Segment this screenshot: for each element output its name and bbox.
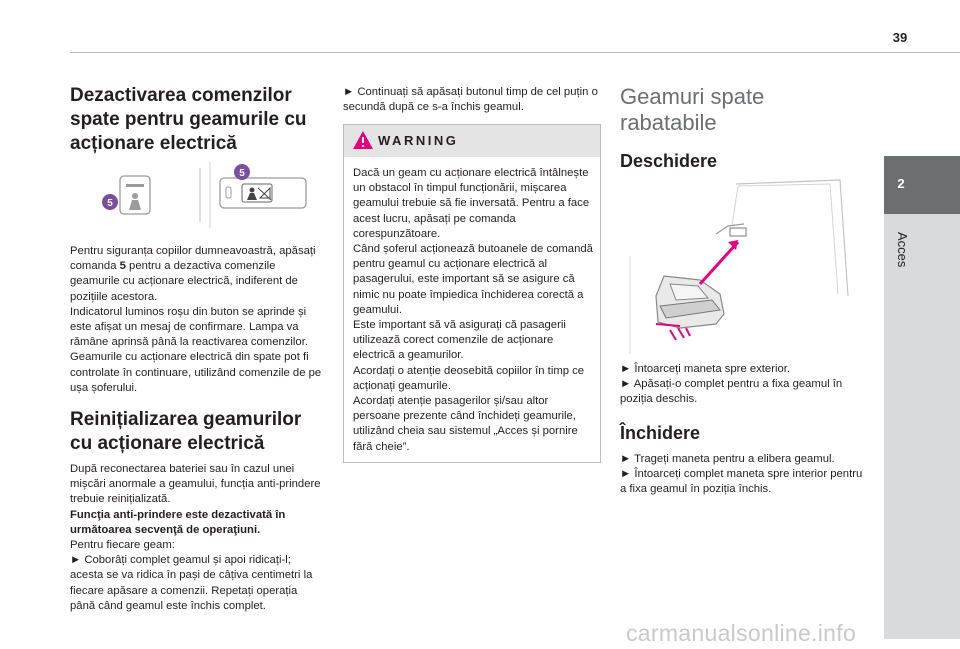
paragraph-antipinch-note: Funcţia anti-prindere este dezactivată în următoarea secvenţă de operaţiuni.: [70, 508, 286, 536]
callout-5-left: 5: [107, 198, 113, 209]
rear-window-lock-illustration: [70, 162, 324, 232]
warning-title: WARNING: [378, 133, 459, 148]
warning-header: [344, 125, 600, 157]
paragraph-indicator: Indicatorul luminos roșu din buton se aprinde și este afișat un mesaj de confirmare. Lampa va rămâne aprinsă până la reactivarea comenzilor.: [70, 305, 308, 349]
bullet-pull-lever: ► Trageți maneta pentru a elibera geamul.: [620, 452, 835, 465]
window-latch-illustration-wrap: [620, 176, 866, 356]
section-tab-number: 2: [897, 176, 905, 191]
section-tab-strip: [884, 214, 960, 639]
paragraph-driver-controls: Geamurile cu acționare electrică din spate pot fi controlate în continuare, utilizând comenzile de pe ușa șoferului.: [70, 351, 322, 394]
heading-hinged-windows: Geamuri spate rabatabile: [620, 84, 765, 135]
column-2: [343, 85, 601, 115]
column-3: [620, 84, 866, 497]
paragraph-reinit-intro: După reconectarea bateriei sau în cazul unei mișcări anormale a geamului, funcția anti-prindere trebuie reinițializată.: [70, 463, 321, 506]
bullet-turn-inward: ► Întoarceți complet maneta spre interior pentru a fixa geamul în poziția închis.: [620, 467, 863, 496]
header-rule: [70, 52, 960, 53]
window-latch-illustration: [620, 176, 866, 356]
bullet-press-fully: ► Apăsați-o complet pentru a fixa geamul în poziția deschis.: [620, 378, 843, 406]
heading-reinitialization: Reinițializarea geamurilor cu acționare electrică: [70, 409, 302, 455]
footer-watermark: carmanualsonline.info: [626, 620, 857, 646]
warning-box: [343, 124, 601, 463]
section-tab-label: Acces: [895, 232, 910, 268]
heading-deactivation: Dezactivarea comenzilor spate pentru geamurile cu acționare electrică: [70, 85, 307, 154]
heading-closing: Închidere: [620, 422, 701, 443]
warning-triangle-icon: [352, 130, 374, 150]
heading-opening: Deschidere: [620, 151, 718, 171]
control-illustration: [70, 162, 324, 232]
page-number: 39: [892, 30, 908, 45]
bullet-turn-outward: ► Întoarceți maneta spre exterior.: [620, 363, 791, 375]
bullet-lower-raise: ► Coborâți complet geamul și apoi ridicați-l; acesta se va ridica în pași de câțiva centimetri la fiecare apăsare a comenzii. Repetați operația până când geamul este închis complet.: [70, 554, 313, 612]
paragraph-safety: Pentru siguranța copiilor dumneavoastră, apăsați comanda 5 pentru a dezactiva comenzile geamurile cu acționare electrică, indiferent de pozițiile acestora.: [70, 245, 316, 303]
callout-5-right: 5: [239, 168, 245, 179]
column-1: [70, 84, 324, 614]
paragraph-each-window: Pentru fiecare geam:: [70, 539, 175, 552]
warning-text: Dacă un geam cu acționare electrică întâlnește un obstacol în timpul funcționării, mișcarea geamului trebuie să fie inversată. Pentru a face acest lucru, apăsați pe comanda corespunzătoare. Când șoferul acționează butoanele de comandă pentru geamul cu acționare electrică al pasagerului, este important să se asigure că nimic nu poate împiedica închiderea corectă a geamului. Este important să vă asigurați că pasagerii utilizează corect comenzile de acționare electrică a geamurilor. Acordați o atenție deosebită copiilor în timp ce acționați geamurile. Acordați atenție pasagerilor și/sau altor persoane prezente când închideți geamurile, utilizând cheia sau sistemul „Acces și pornire fără cheie”.: [353, 167, 593, 453]
bullet-continue-pressing: ► Continuați să apăsați butonul timp de cel puțin o secundă după ce s-a închis geamul.: [343, 86, 598, 114]
